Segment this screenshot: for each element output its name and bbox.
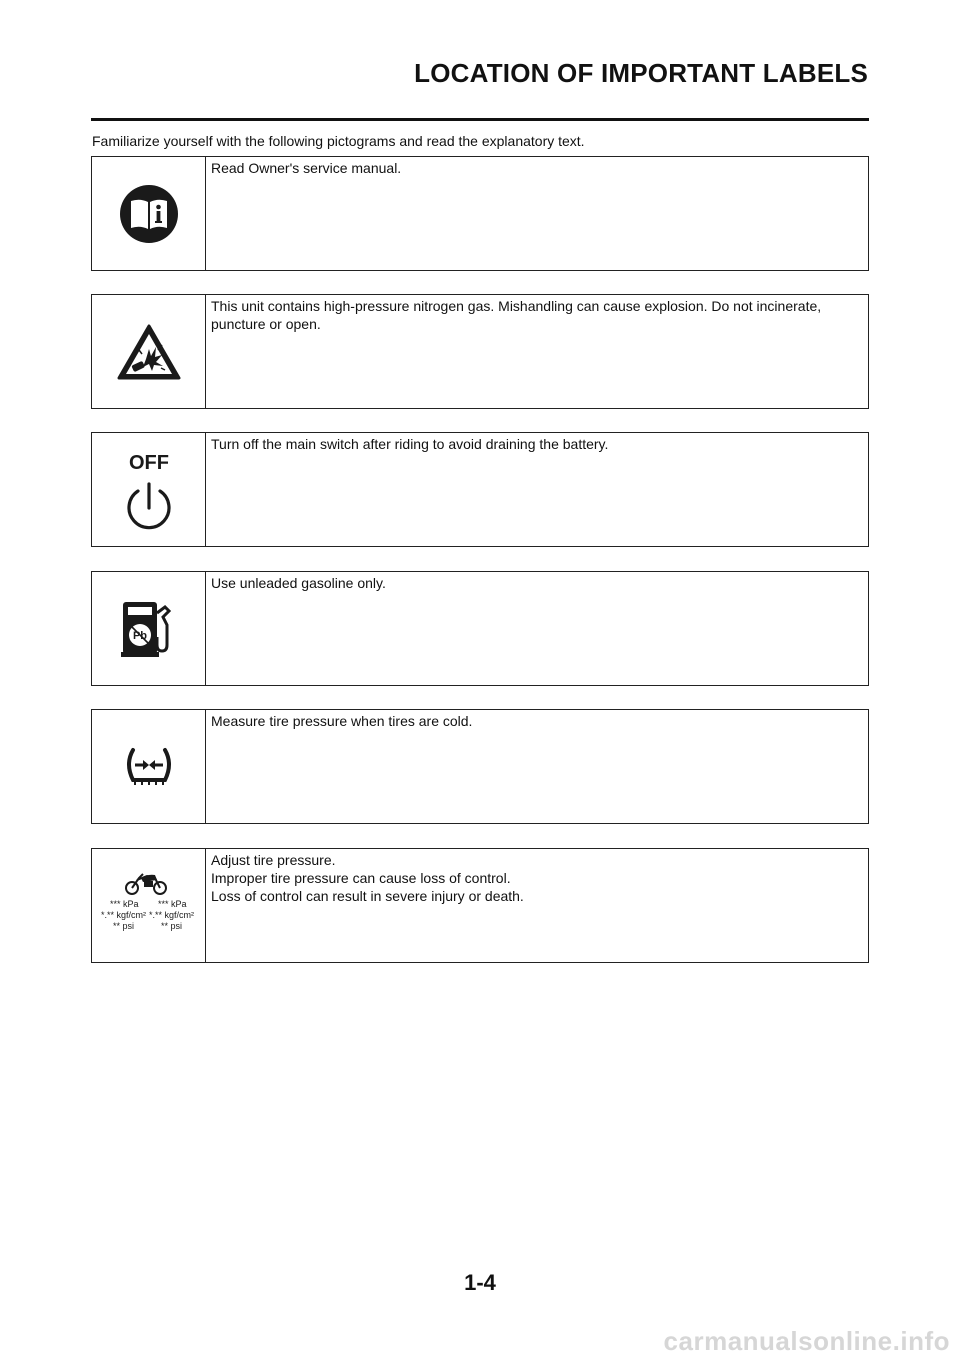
power-off-icon bbox=[114, 445, 184, 535]
label-text-line: Use unleaded gasoline only. bbox=[211, 575, 386, 591]
label-text-line: Measure tire pressure when tires are cold. bbox=[211, 713, 473, 729]
label-icon-cell bbox=[92, 433, 206, 546]
label-text-line: Read Owner's service manual. bbox=[211, 160, 402, 176]
label-text-line: Improper tire pressure can cause loss of control. bbox=[211, 870, 511, 886]
label-text-line: Turn off the main switch after riding to avoid draining the battery. bbox=[211, 436, 609, 452]
lead-symbol: Pb bbox=[132, 629, 147, 642]
owners-manual-icon bbox=[119, 184, 179, 244]
title-divider bbox=[91, 118, 869, 121]
label-row-adjust-tire-pressure bbox=[91, 848, 869, 963]
watermark: carmanualsonline.info bbox=[663, 1326, 950, 1356]
rear-kgf-value: *.** kgf/cm² bbox=[148, 909, 194, 920]
page-title: LOCATION OF IMPORTANT LABELS bbox=[414, 58, 868, 88]
label-text-cell bbox=[206, 433, 868, 546]
label-row-power-off bbox=[91, 432, 869, 547]
label-text-line: Loss of control can result in severe injury or death. bbox=[211, 888, 524, 904]
label-text-cell bbox=[206, 295, 868, 408]
label-icon-cell bbox=[92, 572, 206, 685]
page-number: 1-4 bbox=[464, 1270, 496, 1295]
label-text-line: puncture or open. bbox=[211, 316, 321, 332]
label-row-explosion-warning bbox=[91, 294, 869, 409]
label-icon-cell bbox=[92, 710, 206, 823]
rear-psi-value: ** psi bbox=[160, 920, 182, 931]
label-text-cell bbox=[206, 849, 868, 962]
tire-pressure-cold-icon bbox=[119, 742, 179, 792]
label-icon-cell bbox=[92, 295, 206, 408]
intro-text: Familiarize yourself with the following pictograms and read the explanatory text. bbox=[92, 133, 585, 149]
label-text-line: This unit contains high-pressure nitrogen gas. Mishandling can cause explosion. Do not incinerate, bbox=[211, 298, 822, 314]
label-text-cell bbox=[206, 157, 868, 270]
unleaded-fuel-icon bbox=[117, 599, 181, 659]
label-row-tire-pressure-cold bbox=[91, 709, 869, 824]
power-off-label: OFF bbox=[128, 451, 169, 474]
tire-pressure-chart-icon bbox=[99, 871, 199, 941]
front-kpa-value: *** kPa bbox=[109, 898, 139, 909]
front-kgf-value: *.** kgf/cm² bbox=[100, 909, 146, 920]
front-psi-value: ** psi bbox=[112, 920, 134, 931]
label-text-line: Adjust tire pressure. bbox=[211, 852, 336, 868]
motorcycle-icon bbox=[126, 874, 166, 894]
label-icon-cell bbox=[92, 157, 206, 270]
label-text-cell bbox=[206, 710, 868, 823]
label-icon-cell bbox=[92, 849, 206, 962]
rear-kpa-value: *** kPa bbox=[157, 898, 187, 909]
label-row-unleaded-fuel bbox=[91, 571, 869, 686]
label-row-owners-manual bbox=[91, 156, 869, 271]
label-text-cell bbox=[206, 572, 868, 685]
explosion-warning-icon bbox=[116, 323, 182, 381]
